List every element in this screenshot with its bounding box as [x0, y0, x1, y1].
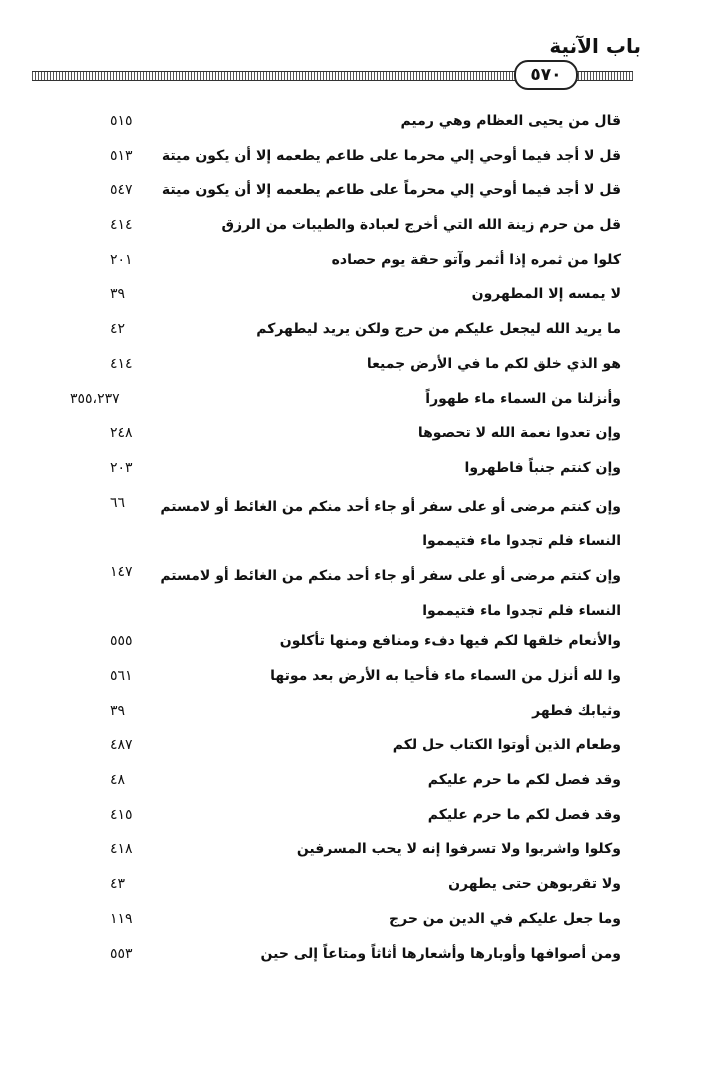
page-ref: ٤٢: [110, 321, 126, 338]
page-ref: ٤١٤: [110, 355, 133, 372]
list-item: [110, 555, 621, 624]
page-ref: ٣٩: [110, 702, 126, 719]
page-ref: ٤٨٧: [110, 737, 133, 754]
page-ref: ٢٠١: [110, 251, 133, 268]
verse-text: ولا تقربوهن حتى يطهرن: [448, 876, 621, 893]
verse-text: وإن كنتم مرضى أو على سفر أو جاء أحد منكم من الغائط أو لامستم النساء فلم تجدوا ماء فتيمموا: [160, 498, 621, 550]
list-item: [110, 347, 621, 382]
page-ref: ٥٦١: [110, 668, 133, 685]
page-ref: ٤١٥: [110, 806, 133, 823]
page-ref: ٤١٨: [110, 841, 133, 858]
list-item: [110, 867, 621, 902]
list-item: [110, 798, 621, 833]
list-item: [110, 416, 621, 451]
page-ref: ٣٥٥،٢٣٧: [70, 390, 120, 407]
page-ref: ٢٤٨: [110, 425, 133, 442]
verse-text: هو الذي خلق لكم ما في الأرض جميعا: [366, 355, 621, 372]
page-ref: ٤٨: [110, 772, 126, 789]
list-item: [110, 243, 621, 278]
page-ref: ٢٠٣: [110, 459, 133, 476]
verse-text: وإن كنتم مرضى أو على سفر أو جاء أحد منكم من الغائط أو لامستم النساء فلم تجدوا ماء فتيمموا: [160, 567, 621, 619]
verse-index-list: [70, 104, 621, 971]
verse-text: قل من حرم زينة الله التي أخرج لعبادة والطيبات من الرزق: [221, 217, 621, 234]
verse-text: وإن كنتم جنباً فاطهروا: [464, 459, 621, 476]
verse-text: وما جعل عليكم في الدين من حرج: [389, 910, 621, 927]
verse-text: وإن تعدوا نعمة الله لا تحصوها: [417, 425, 621, 442]
list-item: [110, 139, 621, 174]
page-ref: ٥٥٥: [110, 633, 133, 650]
page-ref: ٥١٣: [110, 147, 133, 164]
list-item: [110, 173, 621, 208]
verse-text: وا لله أنزل من السماء ماء فأحيا به الأرض بعد موتها: [270, 668, 621, 685]
list-item: [110, 659, 621, 694]
verse-text: وقد فصل لكم ما حرم عليكم: [427, 806, 621, 823]
page-header: [0, 30, 703, 90]
list-item: [110, 486, 621, 555]
list-item: [110, 937, 621, 972]
verse-text: ما يريد الله ليجعل عليكم من حرج ولكن يريد ليطهركم: [256, 321, 621, 338]
verse-text: قل لا أجد فيما أوحي إلي محرماً على طاعم يطعمه إلا أن يكون ميتة: [161, 182, 621, 199]
page-ref: ٣٩: [110, 286, 126, 303]
verse-text: وثيابك فطهر: [532, 702, 621, 719]
list-item: [110, 451, 621, 486]
page-ref: ٥١٥: [110, 113, 133, 129]
list-item: [70, 382, 621, 417]
list-item: [110, 312, 621, 347]
page-ref: ٥٤٧: [110, 182, 133, 199]
verse-text: قال من يحيى العظام وهي رميم: [400, 113, 621, 129]
verse-text: وكلوا واشربوا ولا تسرفوا إنه لا يحب المسرفين: [296, 841, 621, 858]
running-title: باب الآنية: [549, 34, 641, 58]
list-item: [110, 104, 621, 139]
page-ref: ٥٥٣: [110, 945, 133, 962]
list-item: [110, 277, 621, 312]
verse-text: قل لا أجد فيما أوحي إلي محرما على طاعم يطعمه إلا أن يكون ميتة: [161, 147, 621, 164]
verse-text: ومن أصوافها وأوبارها وأشعارها أثاثاً ومتاعاً إلى حين: [260, 945, 621, 962]
verse-text: وطعام الذين أوتوا الكتاب حل لكم: [392, 737, 621, 754]
page-ref: ٤٣: [110, 876, 126, 893]
list-item: [110, 832, 621, 867]
page-ref: ٤١٤: [110, 217, 133, 234]
verse-text: وقد فصل لكم ما حرم عليكم: [427, 772, 621, 789]
verse-text: لا يمسه إلا المطهرون: [471, 286, 621, 303]
verse-text: والأنعام خلقها لكم فيها دفء ومنافع ومنها تأكلون: [279, 633, 621, 650]
page-ref: ١١٩: [110, 910, 133, 927]
verse-text: كلوا من ثمره إذا أثمر وآتو حقة يوم حصاده: [331, 251, 621, 268]
page-number-badge: ٥٧٠: [514, 60, 578, 90]
list-item: [110, 763, 621, 798]
page-ref: ٦٦: [110, 494, 126, 511]
list-item: [110, 208, 621, 243]
list-item: [110, 902, 621, 937]
verse-text: وأنزلنا من السماء ماء طهوراً: [425, 390, 621, 407]
list-item: [110, 694, 621, 729]
page-ref: ١٤٧: [110, 563, 133, 580]
list-item: [110, 624, 621, 659]
list-item: [110, 728, 621, 763]
